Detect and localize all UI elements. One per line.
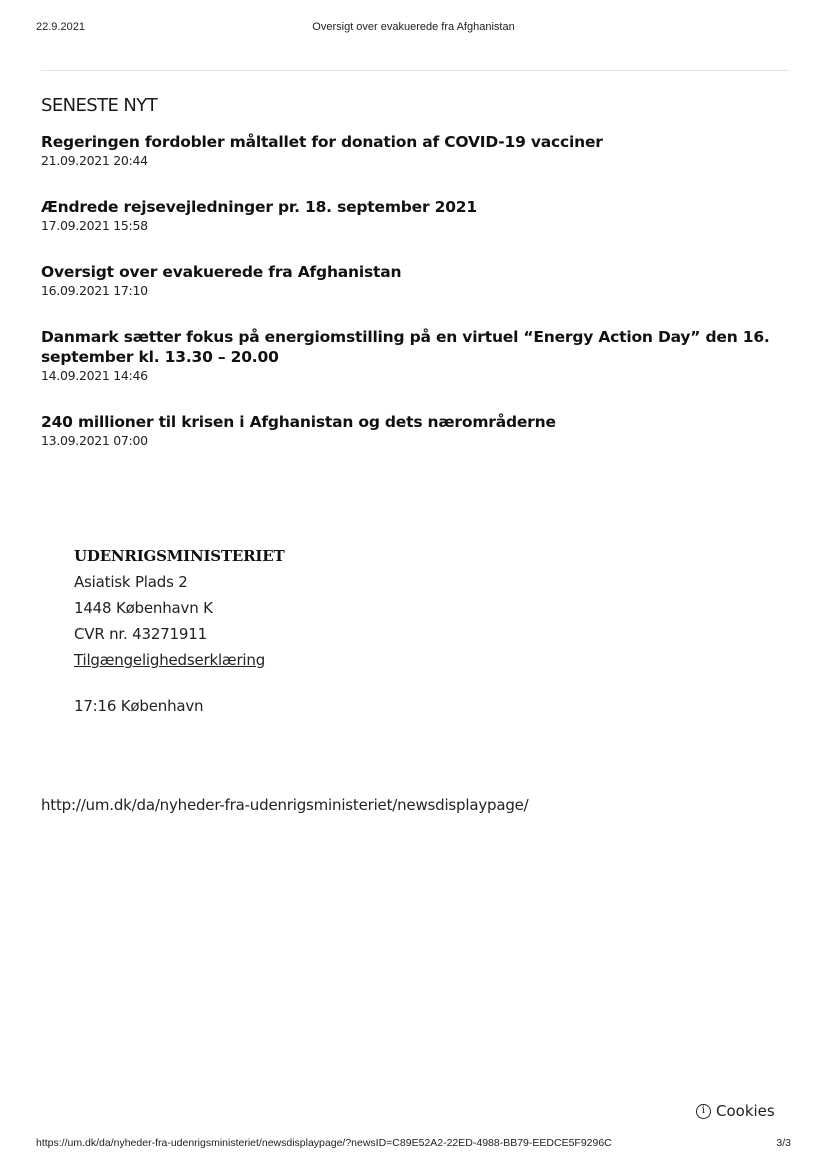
news-item-link[interactable]: Ændrede rejsevejledninger pr. 18. september 2021 bbox=[41, 198, 477, 216]
news-item-date: 14.09.2021 14:46 bbox=[41, 368, 148, 383]
print-header-date: 22.9.2021 bbox=[36, 21, 85, 33]
news-item-date: 13.09.2021 07:00 bbox=[41, 433, 148, 448]
footer-local-time: 17:16 København bbox=[74, 697, 204, 715]
print-footer-url: https://um.dk/da/nyheder-fra-udenrigsministeriet/newsdisplaypage/?newsID=C89E52A2-22ED-4988-BB79-EEDCE5F9296C bbox=[36, 1137, 612, 1149]
cookies-button[interactable] bbox=[696, 1102, 775, 1120]
latest-news-heading: SENESTE NYT bbox=[41, 95, 158, 116]
print-header-title: Oversigt over evakuerede fra Afghanistan bbox=[312, 21, 515, 33]
news-item bbox=[41, 412, 781, 450]
footer-cvr: CVR nr. 43271911 bbox=[74, 625, 207, 643]
news-item-link[interactable]: Regeringen fordobler måltallet for donation af COVID-19 vacciner bbox=[41, 133, 603, 151]
divider bbox=[41, 70, 789, 71]
news-item-link[interactable]: Danmark sætter fokus på energiomstilling på en virtuel “Energy Action Day” den 16. september kl. 13.30 – 20.00 bbox=[41, 328, 770, 366]
news-item-date: 21.09.2021 20:44 bbox=[41, 153, 148, 168]
news-item-link[interactable]: 240 millioner til krisen i Afghanistan og dets nærområderne bbox=[41, 413, 556, 431]
news-item bbox=[41, 327, 781, 385]
footer-contact bbox=[74, 543, 284, 719]
news-item bbox=[41, 197, 781, 235]
footer-org-name: UDENRIGSMINISTERIET bbox=[74, 547, 285, 565]
info-icon: i bbox=[696, 1104, 711, 1119]
news-item bbox=[41, 132, 781, 170]
cookies-label: Cookies bbox=[716, 1102, 775, 1120]
print-footer-page-number: 3/3 bbox=[776, 1137, 791, 1149]
news-item bbox=[41, 262, 781, 300]
news-item-date: 16.09.2021 17:10 bbox=[41, 283, 148, 298]
accessibility-statement-link[interactable]: Tilgængelighedserklæring bbox=[74, 651, 266, 669]
latest-news-list bbox=[41, 132, 781, 477]
news-item-date: 17.09.2021 15:58 bbox=[41, 218, 148, 233]
news-item-link[interactable]: Oversigt over evakuerede fra Afghanistan bbox=[41, 263, 402, 281]
page-url: http://um.dk/da/nyheder-fra-udenrigsministeriet/newsdisplaypage/ bbox=[41, 796, 529, 814]
footer-address: Asiatisk Plads 2 bbox=[74, 573, 188, 591]
footer-postal: 1448 København K bbox=[74, 599, 213, 617]
